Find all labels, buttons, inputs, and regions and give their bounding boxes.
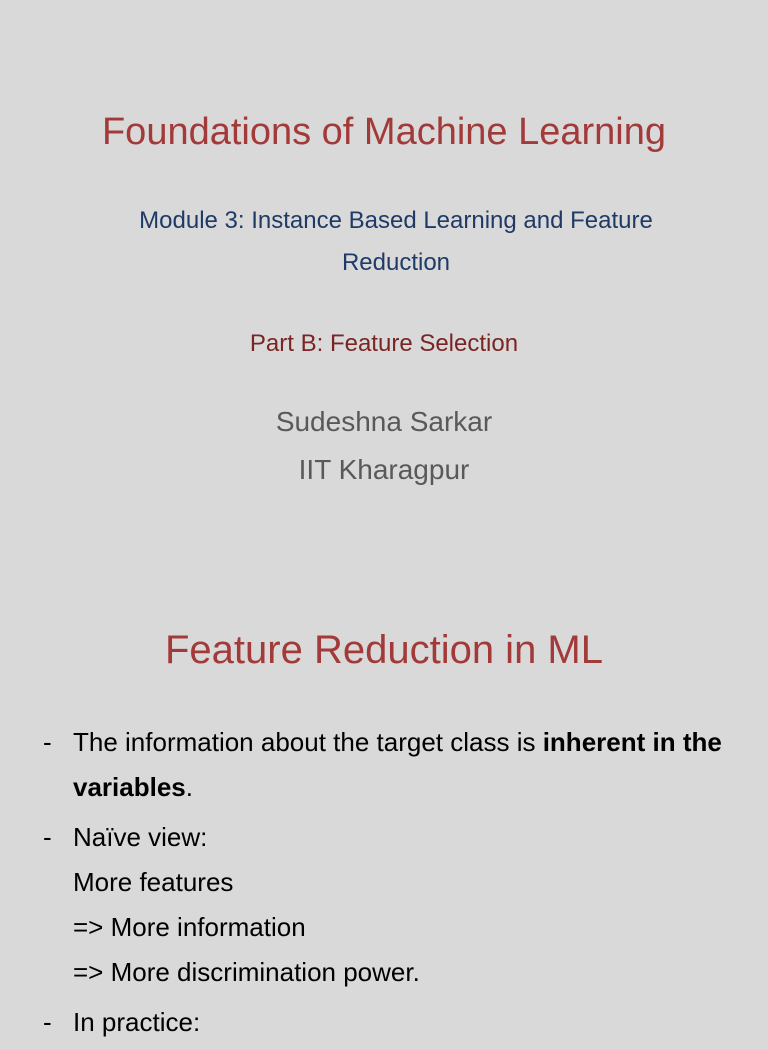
bullet-list xyxy=(40,720,740,1050)
bullet-text: The information about the target class is xyxy=(73,727,543,757)
author-affiliation: IIT Kharagpur xyxy=(298,454,470,485)
bullet-marker: - xyxy=(43,1007,52,1037)
slide-title: Feature Reduction in ML xyxy=(164,628,603,672)
bullet-line: More features xyxy=(73,867,234,897)
bullet-line: => More discrimination power. xyxy=(73,957,420,987)
module-subtitle: Module 3: Instance Based Learning and Feature Reduction xyxy=(139,207,653,276)
bullet-item xyxy=(40,720,740,810)
bullet-emphasis: inherent in the variables xyxy=(73,727,722,802)
bullet-marker: - xyxy=(43,727,52,757)
bullet-item xyxy=(40,1000,740,1045)
slide-title: Foundations of Machine Learning xyxy=(101,111,667,153)
bullet-text-end: . xyxy=(185,772,193,802)
author-name: Sudeshna Sarkar xyxy=(275,406,493,437)
bullet-line: Naïve view: xyxy=(73,822,208,852)
part-heading: Part B: Feature Selection xyxy=(249,330,519,357)
content-slide xyxy=(0,580,768,1037)
bullet-item xyxy=(40,815,740,995)
bullet-line: => More information xyxy=(73,912,306,942)
bullet-marker: - xyxy=(43,822,52,852)
bullet-text: In practice: xyxy=(73,1007,201,1037)
